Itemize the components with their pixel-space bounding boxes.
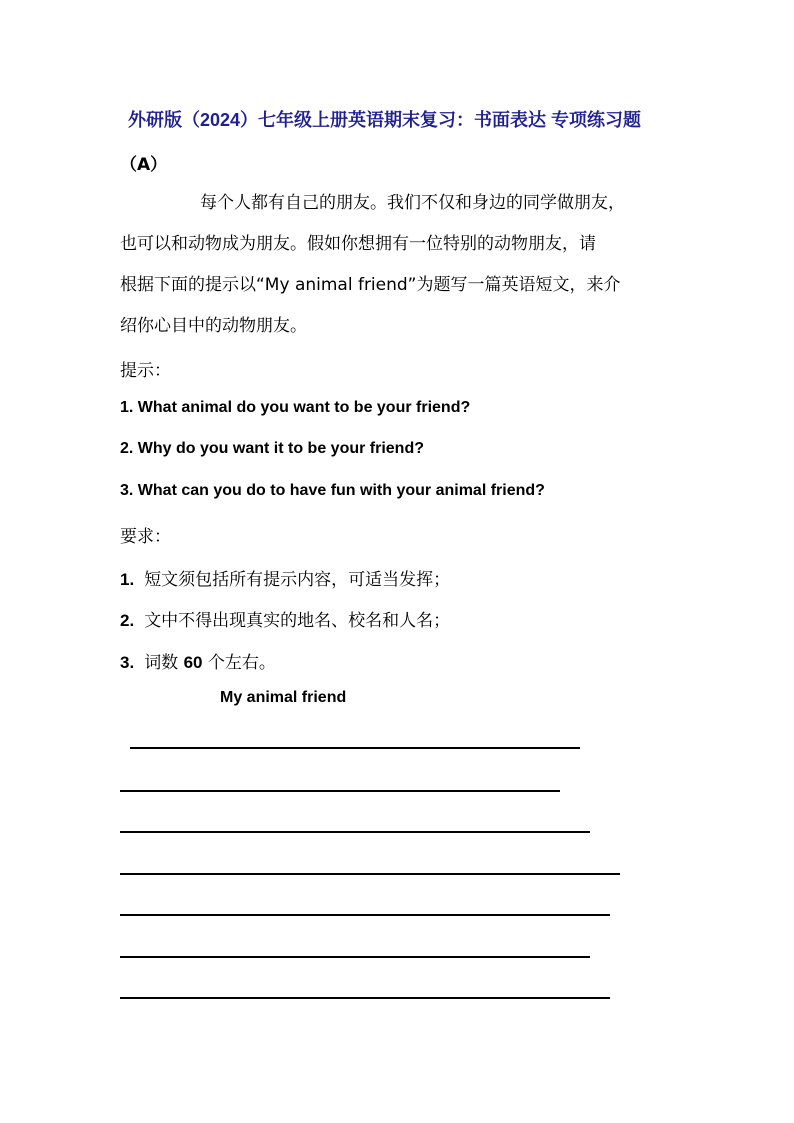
requirement-text: 短文须包括所有提示内容，可适当发挥；	[144, 570, 451, 590]
requirement-item	[120, 648, 276, 673]
requirement-text: 文中不得出现真实的地名、校名和人名；	[144, 611, 451, 631]
intro-line: 也可以和动物成为朋友。假如你想拥有一位特别的动物朋友，请	[120, 234, 596, 254]
writing-line[interactable]	[120, 956, 590, 958]
requirement-text: 个左右。	[202, 653, 276, 673]
requirement-text: 词数	[144, 653, 184, 673]
writing-line[interactable]	[120, 790, 560, 792]
intro-line: 绍你心目中的动物朋友。	[120, 316, 307, 336]
requirement-item	[120, 606, 450, 631]
writing-line[interactable]	[120, 873, 620, 875]
requirement-item	[120, 565, 450, 590]
writing-line[interactable]	[120, 997, 610, 999]
writing-line[interactable]	[130, 747, 580, 749]
essay-title: My animal friend	[220, 689, 347, 706]
writing-line[interactable]	[120, 831, 590, 833]
intro-line: 根据下面的提示以“My animal friend”为题写一篇英语短文，来介	[120, 275, 621, 295]
requirement-number: 3.	[120, 653, 135, 672]
prompt-item: 3. What can you do to have fun with your animal friend?	[120, 482, 545, 499]
prompts-heading: 提示：	[120, 361, 171, 381]
word-count: 60	[183, 653, 203, 672]
prompt-item: 2. Why do you want it to be your friend?	[120, 440, 424, 457]
requirements-heading: 要求：	[120, 527, 171, 547]
intro-paragraph	[120, 183, 690, 347]
intro-line: 每个人都有自己的朋友。我们不仅和身边的同学做朋友，	[200, 193, 625, 213]
requirement-number: 2.	[120, 611, 135, 630]
prompt-item: 1. What animal do you want to be your friend?	[120, 399, 471, 416]
section-label: （A）	[120, 155, 168, 175]
writing-line[interactable]	[120, 914, 610, 916]
requirement-number: 1.	[120, 570, 135, 589]
document-title: 外研版（2024）七年级上册英语期末复习：书面表达 专项练习题	[128, 110, 642, 130]
